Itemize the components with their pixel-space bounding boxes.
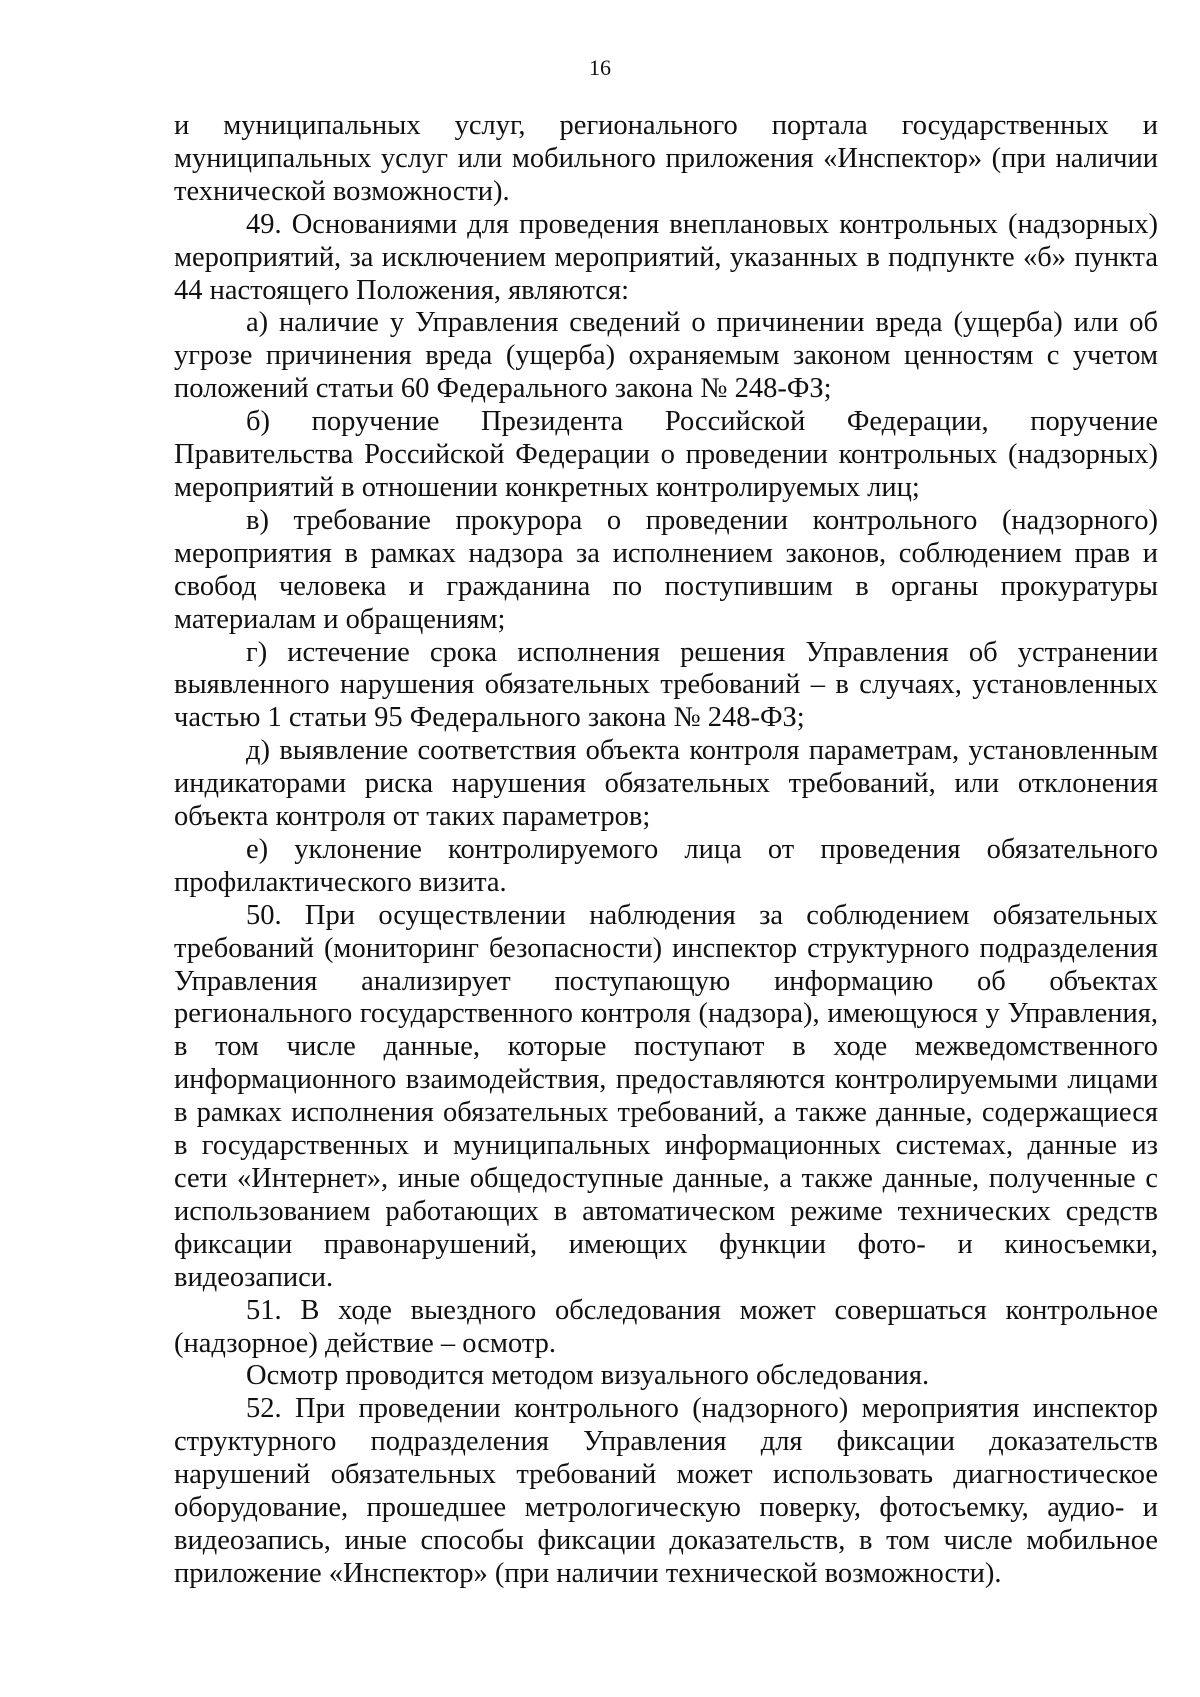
page-number: 16 xyxy=(589,55,611,80)
paragraph-49-g: г) истечение срока исполнения решения Управления об устранении выявленного нарушения обязательных требований – в случаях, установленных частью 1 статьи 95 Федерального закона № 248-ФЗ; xyxy=(174,636,1158,734)
paragraph-49-v: в) требование прокурора о проведении контрольного (надзорного) мероприятия в рамках надзора за исполнением законов, соблюдением прав и свобод человека и гражданина по поступившим в органы прокуратуры материалам и обращениям; xyxy=(174,504,1158,635)
paragraph-49-b: б) поручение Президента Российской Федерации, поручение Правительства Российской Федерации о проведении контрольных (надзорных) мероприятий в отношении конкретных контролируемых лиц; xyxy=(174,406,1158,503)
paragraph-49: 49. Основаниями для проведения внеплановых контрольных (надзорных) мероприятий, за исключением мероприятий, указанных в подпункте «б» пункта 44 настоящего Положения, являются: xyxy=(174,208,1158,306)
paragraph-continuation: и муниципальных услуг, регионального портала государственных и муниципальных услуг или мобильного приложения «Инспектор» (при наличии технической возможности). xyxy=(174,110,1158,207)
document-body xyxy=(174,110,1158,1591)
paragraph-49-e: е) уклонение контролируемого лица от проведения обязательного профилактического визита. xyxy=(174,833,1158,898)
paragraph-51-inspection: Осмотр проводится методом визуального обследования. xyxy=(246,1360,930,1392)
paragraph-50: 50. При осуществлении наблюдения за соблюдением обязательных требований (мониторинг безопасности) инспектор структурного подразделения Управления анализирует поступающую информацию об объектах регионального государственного контроля (надзора), имеющуюся у Управления, в том числе данные, которые поступают в ходе межведомственного информационного взаимодействия, предоставляются контролируемыми лицами в рамках исполнения обязательных требований, а также данные, содержащиеся в государственных и муниципальных информационных системах, данные из сети «Интернет», иные общедоступные данные, а также данные, полученные с использованием работающих в автоматическом режиме технических средств фиксации правонарушений, имеющих функции фото- и киносъемки, видеозаписи. xyxy=(174,899,1158,1293)
paragraph-49-a: а) наличие у Управления сведений о причинении вреда (ущерба) или об угрозе причинения вреда (ущерба) охраняемым законом ценностям с учетом положений статьи 60 Федерального закона № 248-ФЗ; xyxy=(174,307,1158,405)
paragraph-49-d: д) выявление соответствия объекта контроля параметрам, установленным индикаторами риска нарушения обязательных требований, или отклонения объекта контроля от таких параметров; xyxy=(174,735,1158,833)
paragraph-52: 52. При проведении контрольного (надзорного) мероприятия инспектор структурного подразделения Управления для фиксации доказательств нарушений обязательных требований может использовать диагностическое оборудование, прошедшее метрологическую поверку, фотосъемку, аудио- и видеозапись, иные способы фиксации доказательств, в том числе мобильное приложение «Инспектор» (при наличии технической возможности). xyxy=(174,1393,1158,1589)
paragraph-51: 51. В ходе выездного обследования может совершаться контрольное (надзорное) действие – осмотр. xyxy=(174,1294,1158,1359)
